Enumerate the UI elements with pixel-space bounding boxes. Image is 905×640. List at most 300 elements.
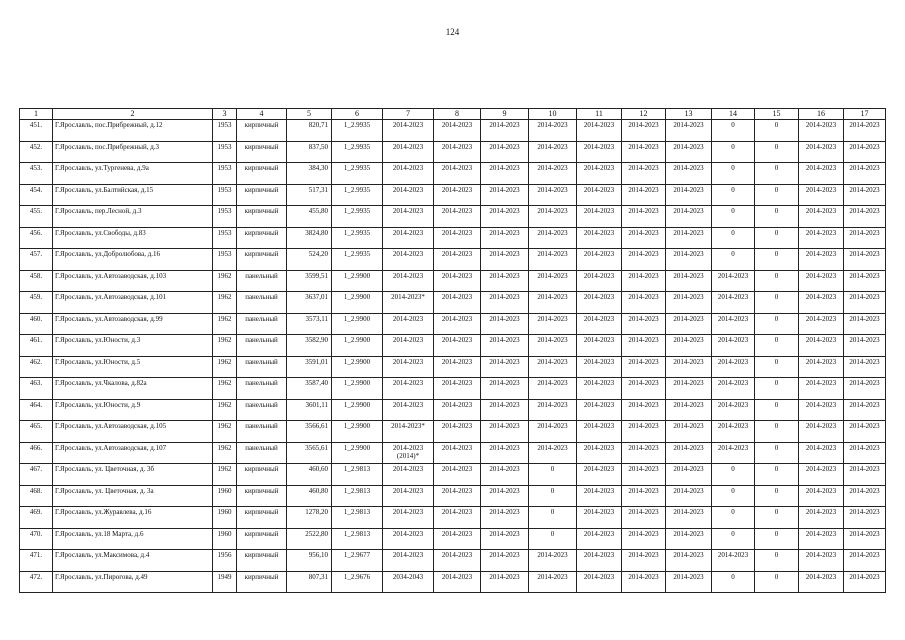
period-cell: 2014-2023	[481, 399, 529, 421]
code-cell: 1_2.9813	[332, 485, 383, 507]
column-number: 2	[53, 109, 213, 120]
material-cell: кирпичный	[237, 141, 287, 163]
table-row	[20, 313, 886, 335]
code-cell: 1_2.9900	[332, 442, 383, 464]
period-cell: 2014-2023	[529, 356, 577, 378]
period-cell: 0	[755, 507, 799, 529]
period-cell: 0	[755, 550, 799, 572]
period-cell: 2014-2023	[481, 292, 529, 314]
table-row	[20, 356, 886, 378]
period-cell: 0	[712, 464, 755, 486]
period-cell: 2014-2023	[383, 249, 434, 271]
material-cell: кирпичный	[237, 206, 287, 228]
period-cell: 2014-2023	[666, 227, 712, 249]
year-cell: 1962	[213, 335, 237, 357]
period-cell: 2014-2023	[577, 141, 622, 163]
address-cell: Г.Ярославль, пос.Прибрежный, д.12	[53, 120, 213, 142]
period-cell: 2014-2023	[712, 335, 755, 357]
period-cell: 2014-2023	[844, 421, 886, 443]
area-cell: 956,10	[287, 550, 332, 572]
period-cell: 2014-2023	[577, 550, 622, 572]
period-cell: 2014-2023	[799, 356, 844, 378]
period-cell: 2014-2023	[712, 378, 755, 400]
period-cell: 2014-2023	[799, 442, 844, 464]
period-cell: 2014-2023	[481, 335, 529, 357]
period-cell: 2014-2023	[799, 335, 844, 357]
period-cell: 2014-2023	[844, 184, 886, 206]
period-cell: 2014-2023	[577, 528, 622, 550]
table-row	[20, 550, 886, 572]
period-cell: 2014-2023	[799, 421, 844, 443]
area-cell: 3582,90	[287, 335, 332, 357]
period-cell: 2014-2023	[844, 571, 886, 593]
address-cell: Г.Ярославль, ул.Юности, д.9	[53, 399, 213, 421]
period-cell: 2014-2023	[481, 571, 529, 593]
year-cell: 1960	[213, 485, 237, 507]
period-cell: 2014-2023	[712, 399, 755, 421]
table-row	[20, 120, 886, 142]
material-cell: панельный	[237, 292, 287, 314]
area-cell: 3637,01	[287, 292, 332, 314]
code-cell: 1_2.9935	[332, 163, 383, 185]
area-cell: 3591,01	[287, 356, 332, 378]
period-cell: 0	[755, 141, 799, 163]
period-cell: 2014-2023	[481, 528, 529, 550]
material-cell: панельный	[237, 335, 287, 357]
area-cell: 3587,40	[287, 378, 332, 400]
year-cell: 1962	[213, 313, 237, 335]
table-row	[20, 485, 886, 507]
area-cell: 517,31	[287, 184, 332, 206]
address-cell: Г.Ярославль, ул.18 Марта, д.6	[53, 528, 213, 550]
period-cell: 2014-2023	[622, 528, 666, 550]
period-cell: 2014-2023	[481, 270, 529, 292]
year-cell: 1960	[213, 528, 237, 550]
code-cell: 1_2.9900	[332, 313, 383, 335]
period-cell: 2014-2023	[434, 399, 481, 421]
period-cell: 0	[712, 184, 755, 206]
table-row	[20, 528, 886, 550]
period-cell: 2014-2023	[799, 485, 844, 507]
period-cell: 2014-2023	[529, 249, 577, 271]
table-row	[20, 442, 886, 464]
period-cell: 2034-2043	[383, 571, 434, 593]
period-cell: 2014-2023	[666, 184, 712, 206]
address-cell: Г.Ярославль, ул. Цветочная, д. 3а	[53, 485, 213, 507]
period-cell: 2014-2023	[622, 442, 666, 464]
row-number: 458.	[20, 270, 53, 292]
column-number: 8	[434, 109, 481, 120]
code-cell: 1_2.9813	[332, 528, 383, 550]
period-cell: 2014-2023	[622, 270, 666, 292]
period-cell: 2014-2023	[622, 163, 666, 185]
period-cell: 2014-2023	[844, 399, 886, 421]
period-cell: 2014-2023	[383, 184, 434, 206]
row-number: 471.	[20, 550, 53, 572]
period-cell: 0	[755, 120, 799, 142]
period-cell: 2014-2023	[799, 184, 844, 206]
period-cell: 2014-2023	[799, 163, 844, 185]
period-cell: 2014-2023	[666, 249, 712, 271]
column-number: 4	[237, 109, 287, 120]
period-cell: 0	[755, 399, 799, 421]
period-cell: 0	[529, 464, 577, 486]
period-cell: 0	[755, 335, 799, 357]
period-cell: 2014-2023	[799, 378, 844, 400]
period-cell: 2014-2023	[434, 442, 481, 464]
period-cell: 2014-2023	[844, 356, 886, 378]
period-cell: 2014-2023	[799, 292, 844, 314]
period-cell: 2014-2023	[844, 507, 886, 529]
period-cell: 2014-2023	[799, 249, 844, 271]
period-cell: 2014-2023	[622, 313, 666, 335]
period-cell: 2014-2023	[712, 313, 755, 335]
material-cell: кирпичный	[237, 120, 287, 142]
period-cell: 2014-2023	[799, 571, 844, 593]
period-cell: 2014-2023	[666, 399, 712, 421]
period-cell: 0	[755, 292, 799, 314]
period-cell: 2014-2023	[529, 227, 577, 249]
period-cell: 2014-2023	[434, 270, 481, 292]
period-cell: 2014-2023 (2014)*	[383, 442, 434, 464]
period-cell: 0	[712, 485, 755, 507]
period-cell: 2014-2023	[383, 270, 434, 292]
code-cell: 1_2.9900	[332, 399, 383, 421]
period-cell: 2014-2023	[434, 378, 481, 400]
period-cell: 2014-2023	[666, 550, 712, 572]
period-cell: 2014-2023	[844, 378, 886, 400]
material-cell: кирпичный	[237, 485, 287, 507]
period-cell: 2014-2023	[666, 378, 712, 400]
period-cell: 2014-2023	[666, 507, 712, 529]
code-cell: 1_2.9813	[332, 464, 383, 486]
column-number: 9	[481, 109, 529, 120]
period-cell: 2014-2023	[622, 227, 666, 249]
material-cell: кирпичный	[237, 528, 287, 550]
period-cell: 2014-2023	[383, 528, 434, 550]
material-cell: кирпичный	[237, 507, 287, 529]
period-cell: 0	[755, 378, 799, 400]
material-cell: панельный	[237, 442, 287, 464]
period-cell: 2014-2023	[481, 141, 529, 163]
period-cell: 2014-2023	[577, 227, 622, 249]
material-cell: кирпичный	[237, 249, 287, 271]
row-number: 452.	[20, 141, 53, 163]
year-cell: 1956	[213, 550, 237, 572]
period-cell: 2014-2023	[434, 356, 481, 378]
period-cell: 2014-2023	[622, 507, 666, 529]
column-number: 12	[622, 109, 666, 120]
column-number: 17	[844, 109, 886, 120]
period-cell: 2014-2023	[481, 206, 529, 228]
period-cell: 2014-2023	[383, 206, 434, 228]
period-cell: 2014-2023	[529, 120, 577, 142]
period-cell: 2014-2023	[383, 227, 434, 249]
period-cell: 0	[712, 507, 755, 529]
code-cell: 1_2.9900	[332, 378, 383, 400]
period-cell: 2014-2023	[577, 378, 622, 400]
period-cell: 2014-2023	[844, 163, 886, 185]
period-cell: 2014-2023	[577, 270, 622, 292]
address-cell: Г.Ярославль, ул.Юности, д.3	[53, 335, 213, 357]
period-cell: 2014-2023	[666, 442, 712, 464]
year-cell: 1953	[213, 120, 237, 142]
row-number: 454.	[20, 184, 53, 206]
address-cell: Г.Ярославль, пер.Лесной, д.3	[53, 206, 213, 228]
period-cell: 2014-2023	[622, 464, 666, 486]
code-cell: 1_2.9677	[332, 550, 383, 572]
year-cell: 1962	[213, 356, 237, 378]
period-cell: 2014-2023	[383, 141, 434, 163]
period-cell: 2014-2023	[529, 378, 577, 400]
code-cell: 1_2.9900	[332, 421, 383, 443]
period-cell: 2014-2023	[481, 163, 529, 185]
address-cell: Г.Ярославль, ул.Автозаводская, д.107	[53, 442, 213, 464]
row-number: 456.	[20, 227, 53, 249]
year-cell: 1949	[213, 571, 237, 593]
period-cell: 2014-2023	[434, 335, 481, 357]
year-cell: 1962	[213, 292, 237, 314]
column-number: 16	[799, 109, 844, 120]
code-cell: 1_2.9935	[332, 206, 383, 228]
table-row	[20, 421, 886, 443]
material-cell: кирпичный	[237, 227, 287, 249]
period-cell: 2014-2023	[577, 249, 622, 271]
period-cell: 0	[712, 206, 755, 228]
code-cell: 1_2.9935	[332, 141, 383, 163]
row-number: 453.	[20, 163, 53, 185]
table-row	[20, 464, 886, 486]
period-cell: 2014-2023	[383, 550, 434, 572]
period-cell: 2014-2023	[622, 378, 666, 400]
period-cell: 2014-2023	[844, 227, 886, 249]
address-cell: Г.Ярославль, ул.Тургенева, д.9а	[53, 163, 213, 185]
period-cell: 2014-2023	[666, 163, 712, 185]
period-cell: 0	[755, 485, 799, 507]
column-number: 11	[577, 109, 622, 120]
address-cell: Г.Ярославль, ул.Свободы, д.83	[53, 227, 213, 249]
period-cell: 2014-2023	[529, 571, 577, 593]
material-cell: панельный	[237, 378, 287, 400]
period-cell: 2014-2023	[577, 421, 622, 443]
period-cell: 2014-2023	[383, 335, 434, 357]
row-number: 460.	[20, 313, 53, 335]
area-cell: 3824,80	[287, 227, 332, 249]
code-cell: 1_2.9900	[332, 270, 383, 292]
period-cell: 2014-2023	[622, 421, 666, 443]
period-cell: 2014-2023	[434, 120, 481, 142]
year-cell: 1953	[213, 141, 237, 163]
row-number: 464.	[20, 399, 53, 421]
address-cell: Г.Ярославль, ул.Автозаводская, д.105	[53, 421, 213, 443]
period-cell: 2014-2023	[622, 292, 666, 314]
code-cell: 1_2.9900	[332, 335, 383, 357]
period-cell: 2014-2023	[844, 313, 886, 335]
row-number: 472.	[20, 571, 53, 593]
period-cell: 2014-2023	[622, 141, 666, 163]
period-cell: 0	[712, 571, 755, 593]
period-cell: 2014-2023	[577, 485, 622, 507]
period-cell: 2014-2023	[434, 421, 481, 443]
period-cell: 2014-2023	[383, 163, 434, 185]
period-cell: 2014-2023	[622, 184, 666, 206]
row-number: 461.	[20, 335, 53, 357]
period-cell: 2014-2023	[577, 399, 622, 421]
period-cell: 2014-2023	[577, 163, 622, 185]
material-cell: панельный	[237, 313, 287, 335]
period-cell: 2014-2023	[666, 485, 712, 507]
area-cell: 820,71	[287, 120, 332, 142]
period-cell: 2014-2023	[799, 399, 844, 421]
period-cell: 2014-2023	[577, 313, 622, 335]
period-cell: 2014-2023	[383, 464, 434, 486]
period-cell: 2014-2023	[481, 421, 529, 443]
column-number: 3	[213, 109, 237, 120]
area-cell: 460,60	[287, 464, 332, 486]
row-number: 459.	[20, 292, 53, 314]
table-row	[20, 292, 886, 314]
period-cell: 0	[755, 206, 799, 228]
period-cell: 2014-2023	[481, 313, 529, 335]
material-cell: кирпичный	[237, 550, 287, 572]
year-cell: 1962	[213, 270, 237, 292]
period-cell: 2014-2023	[383, 399, 434, 421]
period-cell: 2014-2023	[434, 464, 481, 486]
column-number: 5	[287, 109, 332, 120]
period-cell: 2014-2023	[577, 292, 622, 314]
period-cell: 2014-2023	[434, 550, 481, 572]
code-cell: 1_2.9900	[332, 356, 383, 378]
period-cell: 2014-2023	[666, 206, 712, 228]
period-cell: 2014-2023	[481, 378, 529, 400]
period-cell: 2014-2023	[577, 206, 622, 228]
period-cell: 0	[755, 313, 799, 335]
address-cell: Г.Ярославль, ул.Автозаводская, д.103	[53, 270, 213, 292]
period-cell: 2014-2023	[844, 528, 886, 550]
period-cell: 2014-2023	[622, 335, 666, 357]
address-cell: Г.Ярославль, ул.Автозаводская, д.99	[53, 313, 213, 335]
column-number: 7	[383, 109, 434, 120]
column-number: 13	[666, 109, 712, 120]
period-cell: 2014-2023	[712, 421, 755, 443]
period-cell: 2014-2023	[577, 356, 622, 378]
material-cell: кирпичный	[237, 163, 287, 185]
period-cell: 2014-2023	[434, 184, 481, 206]
address-cell: Г.Ярославль, ул.Максимова, д.4	[53, 550, 213, 572]
period-cell: 2014-2023	[666, 421, 712, 443]
period-cell: 2014-2023	[622, 485, 666, 507]
period-cell: 2014-2023*	[383, 292, 434, 314]
area-cell: 3599,51	[287, 270, 332, 292]
period-cell: 2014-2023	[622, 249, 666, 271]
period-cell: 2014-2023	[712, 356, 755, 378]
period-cell: 2014-2023	[481, 120, 529, 142]
material-cell: кирпичный	[237, 184, 287, 206]
column-number: 1	[20, 109, 53, 120]
period-cell: 2014-2023	[434, 528, 481, 550]
period-cell: 2014-2023	[577, 464, 622, 486]
code-cell: 1_2.9676	[332, 571, 383, 593]
column-number: 14	[712, 109, 755, 120]
period-cell: 2014-2023	[622, 356, 666, 378]
period-cell: 2014-2023	[529, 335, 577, 357]
period-cell: 2014-2023	[844, 120, 886, 142]
period-cell: 2014-2023*	[383, 421, 434, 443]
period-cell: 2014-2023	[481, 227, 529, 249]
period-cell: 0	[755, 421, 799, 443]
period-cell: 2014-2023	[383, 313, 434, 335]
row-number: 466.	[20, 442, 53, 464]
period-cell: 0	[755, 163, 799, 185]
address-cell: Г.Ярославль, пос.Прибрежный, д.3	[53, 141, 213, 163]
period-cell: 2014-2023	[529, 141, 577, 163]
year-cell: 1953	[213, 163, 237, 185]
period-cell: 2014-2023	[481, 249, 529, 271]
period-cell: 0	[755, 464, 799, 486]
period-cell: 2014-2023	[799, 528, 844, 550]
row-number: 457.	[20, 249, 53, 271]
period-cell: 2014-2023	[622, 550, 666, 572]
address-cell: Г.Ярославль, ул.Добролюбова, д.16	[53, 249, 213, 271]
period-cell: 0	[755, 184, 799, 206]
year-cell: 1962	[213, 399, 237, 421]
period-cell: 2014-2023	[481, 356, 529, 378]
period-cell: 2014-2023	[383, 378, 434, 400]
year-cell: 1953	[213, 227, 237, 249]
period-note: (2014)*	[396, 451, 420, 460]
table-row	[20, 270, 886, 292]
period-cell: 2014-2023	[383, 485, 434, 507]
address-cell: Г.Ярославль, ул.Пирогова, д.49	[53, 571, 213, 593]
table-row	[20, 571, 886, 593]
period-cell: 2014-2023	[434, 141, 481, 163]
column-number: 10	[529, 109, 577, 120]
table-row	[20, 378, 886, 400]
table-row	[20, 184, 886, 206]
area-cell: 3601,11	[287, 399, 332, 421]
period-cell: 2014-2023	[799, 206, 844, 228]
period-cell: 0	[755, 356, 799, 378]
period-cell: 2014-2023	[481, 485, 529, 507]
period-cell: 2014-2023	[799, 227, 844, 249]
period-cell: 0	[712, 227, 755, 249]
period-cell: 2014-2023	[666, 292, 712, 314]
year-cell: 1962	[213, 442, 237, 464]
period-cell: 2014-2023	[529, 292, 577, 314]
period-cell: 2014-2023	[844, 141, 886, 163]
table-row	[20, 163, 886, 185]
column-number-row	[20, 109, 886, 120]
period-cell: 2014-2023	[481, 464, 529, 486]
period-cell: 0	[712, 120, 755, 142]
period-cell: 2014-2023	[529, 184, 577, 206]
period-cell: 2014-2023	[622, 399, 666, 421]
table-row	[20, 249, 886, 271]
period-cell: 2014-2023	[529, 399, 577, 421]
period-cell: 2014-2023	[577, 442, 622, 464]
code-cell: 1_2.9935	[332, 249, 383, 271]
row-number: 462.	[20, 356, 53, 378]
period-cell: 2014-2023	[622, 206, 666, 228]
period-cell: 2014-2023	[434, 485, 481, 507]
period-cell: 0	[712, 249, 755, 271]
period-cell: 2014-2023	[666, 356, 712, 378]
table-row	[20, 227, 886, 249]
table-row	[20, 399, 886, 421]
period-cell: 2014-2023	[481, 442, 529, 464]
period-cell: 2014-2023	[383, 507, 434, 529]
table-row	[20, 141, 886, 163]
